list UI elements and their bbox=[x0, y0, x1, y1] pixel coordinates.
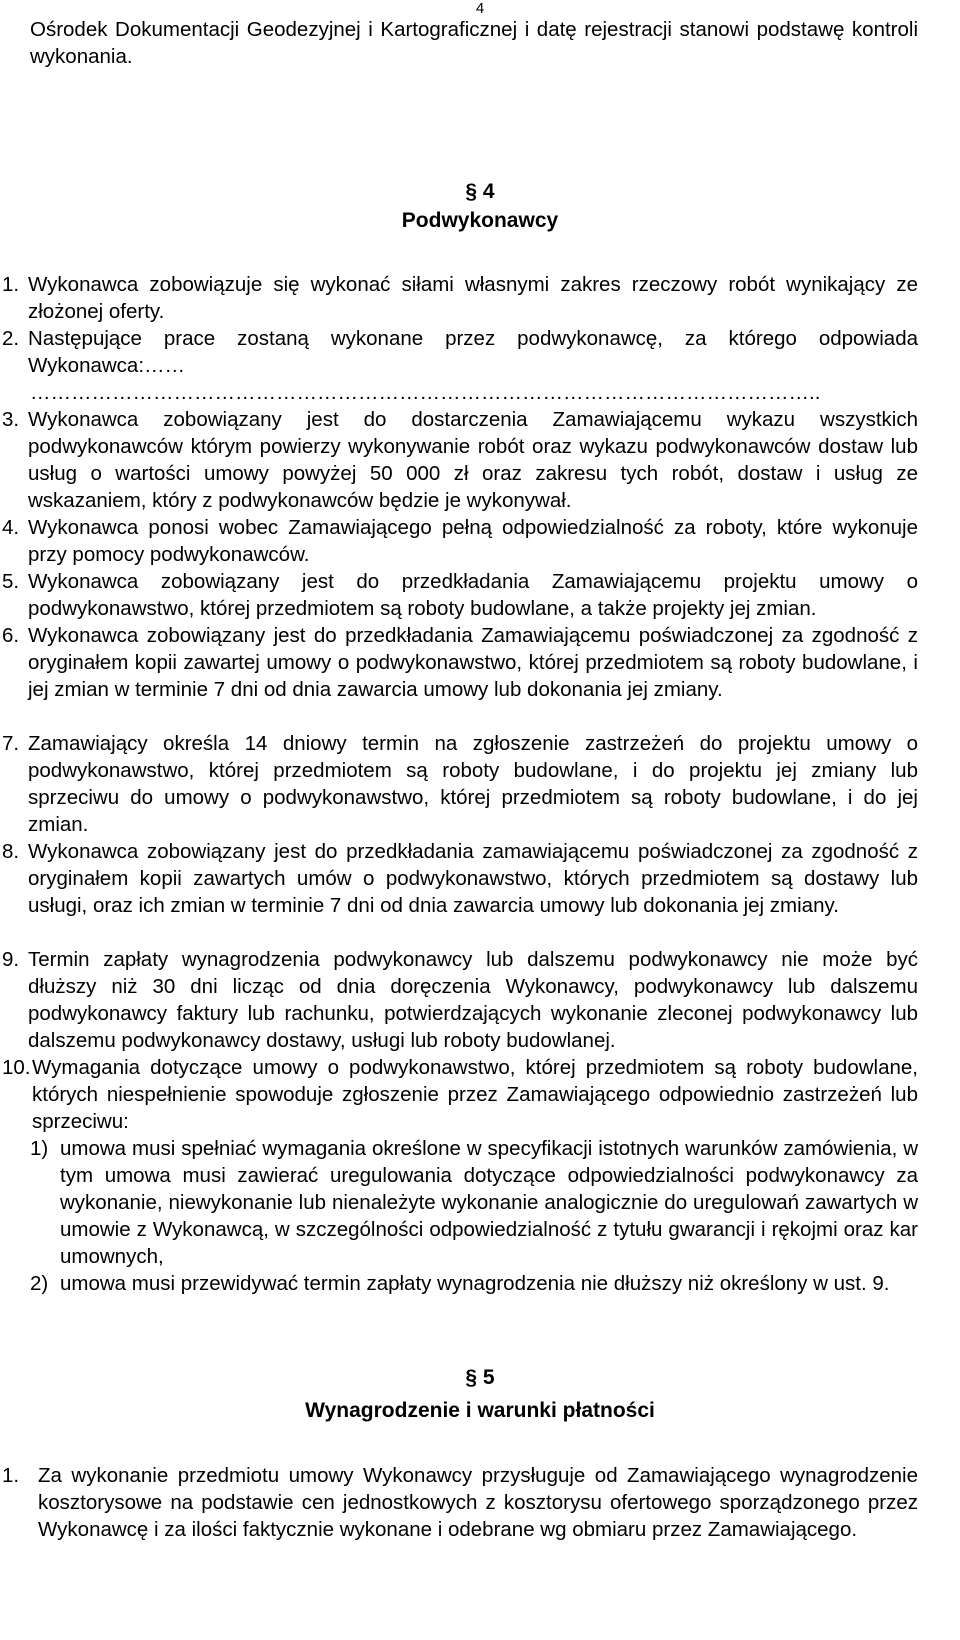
list-item bbox=[2, 271, 918, 325]
item-text: Za wykonanie przedmiotu umowy Wykonawcy przysługuje od Zamawiającego wynagrodzenie kosztorysowe na podstawie cen jednostkowych z kosztorysu ofertowego sporządzonego przez Wykonawcę i za ilości faktycznie wykonane i odebrane wg obmiaru przez Zamawiającego. bbox=[38, 1464, 918, 1541]
sub-item-text: umowa musi przewidywać termin zapłaty wynagrodzenia nie dłuższy niż określony w ust. 9. bbox=[60, 1272, 890, 1295]
item-number: 3. bbox=[2, 408, 20, 431]
sub-list-item bbox=[30, 1135, 918, 1270]
sub-item-number: 2) bbox=[30, 1272, 49, 1295]
item-text: Wykonawca zobowiązany jest do przedkładania Zamawiającemu projektu umowy o podwykonawstwo, której przedmiotem są roboty budowlane, a także projekty jej zmian. bbox=[28, 570, 918, 620]
item-text: Wymagania dotyczące umowy o podwykonawstwo, której przedmiotem są roboty budowlane, których niespełnienie spowoduje zgłoszenie przez Zamawiającego odpowiednio zastrzeżeń lub sprzeciwu: bbox=[32, 1056, 918, 1133]
item-number: 6. bbox=[2, 624, 20, 647]
item-2-dots: …………………………………………………………………………………………………….. bbox=[30, 381, 821, 404]
list-item bbox=[2, 838, 918, 919]
item-text: Zamawiający określa 14 dniowy termin na zgłoszenie zastrzeżeń do projektu umowy o podwykonawstwo, której przedmiotem są roboty budowlane, i do projektu jej zmiany lub sprzeciwu do umowy o podwykonawstwo, której przedmiotem są roboty budowlane, i do jej zmian. bbox=[28, 732, 918, 836]
page-number: 4 bbox=[475, 0, 485, 17]
item-text: Wykonawca zobowiązany jest do przedkładania zamawiającemu poświadczonej za zgodność z oryginałem kopii zawartych umów o podwykonawstwo, których przedmiotem są dostawy lub usługi, oraz ich zmian w terminie 7 dni od dnia zawarcia umowy lub dokonania jej zmiany. bbox=[28, 840, 918, 917]
section-5-title: Wynagrodzenie i warunki płatności bbox=[305, 1399, 655, 1422]
list-item bbox=[2, 946, 918, 1054]
item-number: 1. bbox=[2, 273, 20, 296]
list-item bbox=[2, 1054, 918, 1135]
list-item bbox=[2, 622, 918, 703]
sub-item-number: 1) bbox=[30, 1137, 49, 1160]
list-item bbox=[2, 730, 918, 838]
sub-list-item bbox=[30, 1270, 918, 1297]
item-number: 7. bbox=[2, 732, 20, 755]
section-4-title: Podwykonawcy bbox=[401, 209, 559, 232]
item-text: Termin zapłaty wynagrodzenia podwykonawcy lub dalszemu podwykonawcy nie może być dłuższy niż 30 dni licząc od dnia doręczenia Wykonawcy, podwykonawcy lub dalszemu podwykonawcy faktury lub rachunku, potwierdzających wykonanie zleconej podwykonawcy lub dalszemu podwykonawcy dostawy, usługi lub roboty budowlanej. bbox=[28, 948, 918, 1052]
item-number: 4. bbox=[2, 516, 20, 539]
item-number: 5. bbox=[2, 570, 20, 593]
item-text: Następujące prace zostaną wykonane przez podwykonawcę, za którego odpowiada Wykonawca:…… bbox=[28, 327, 918, 377]
item-text: Wykonawca zobowiązuje się wykonać siłami własnymi zakres rzeczowy robót wynikający ze złożonej oferty. bbox=[28, 273, 918, 323]
section-4-mark: § 4 bbox=[465, 180, 495, 203]
item-text: Wykonawca zobowiązany jest do dostarczenia Zamawiającemu wykazu wszystkich podwykonawców którym powierzy wykonywanie robót oraz wykazu podwykonawców dostaw lub usług o wartości umowy powyżej 50 000 zł oraz zakresu tych robót, dostaw i usług ze wskazaniem, który z podwykonawców będzie je wykonywał. bbox=[28, 408, 918, 512]
item-number: 10. bbox=[2, 1056, 31, 1079]
item-number: 8. bbox=[2, 840, 20, 863]
item-number: 1. bbox=[2, 1464, 20, 1487]
list-item bbox=[2, 514, 918, 568]
item-number: 2. bbox=[2, 327, 20, 350]
list-item bbox=[2, 568, 918, 622]
sub-item-text: umowa musi spełniać wymagania określone w specyfikacji istotnych warunków zamówienia, w tym umowa musi zawierać uregulowania dotyczące odpowiedzialności podwykonawcy za wykonanie, niewykonanie lub nienależyte wykonanie analogicznie do uregulowań zawartych w umowie z Wykonawcą, w szczególności odpowiedzialność z tytułu gwarancji i rękojmi oraz kar umownych, bbox=[60, 1137, 918, 1268]
section-5-mark: § 5 bbox=[465, 1366, 495, 1389]
list-item bbox=[2, 325, 918, 379]
item-text: Wykonawca ponosi wobec Zamawiającego pełną odpowiedzialność za roboty, które wykonuje przy pomocy podwykonawców. bbox=[28, 516, 918, 566]
intro-paragraph: Ośrodek Dokumentacji Geodezyjnej i Kartograficznej i datę rejestracji stanowi podstawę kontroli wykonania. bbox=[30, 18, 918, 68]
item-number: 9. bbox=[2, 948, 20, 971]
list-item bbox=[2, 1462, 918, 1543]
item-text: Wykonawca zobowiązany jest do przedkładania Zamawiającemu poświadczonej za zgodność z oryginałem kopii zawartej umowy o podwykonawstwo, której przedmiotem są roboty budowlane, i jej zmian w terminie 7 dni od dnia zawarcia umowy lub dokonania jej zmiany. bbox=[28, 624, 918, 701]
list-item bbox=[2, 406, 918, 514]
